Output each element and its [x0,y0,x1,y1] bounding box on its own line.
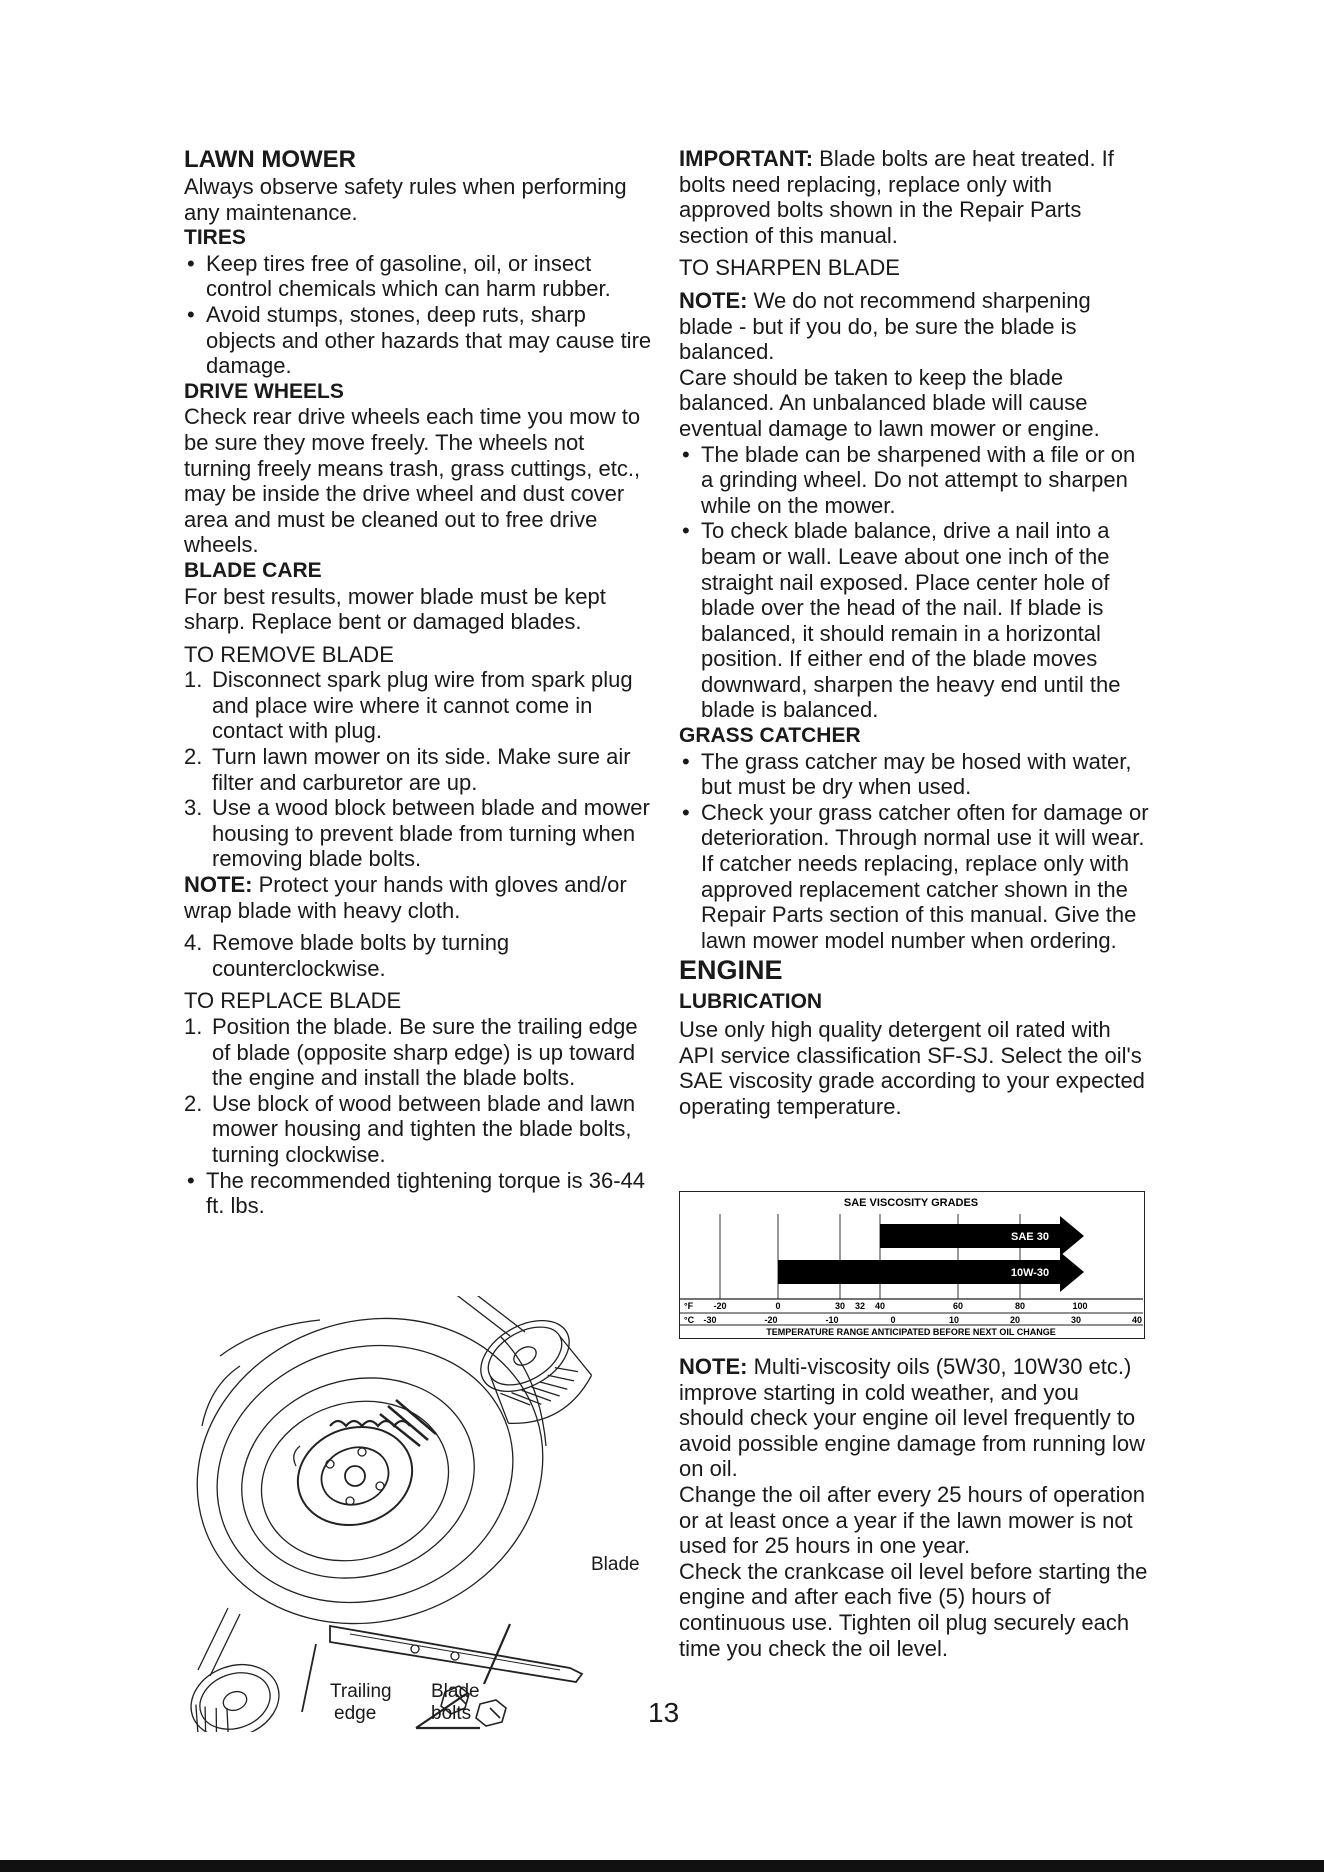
important-note [679,146,1149,248]
list-item: • The recommended tightening torque is 36-44 ft. lbs. [184,1168,654,1219]
list-item: • Keep tires free of gasoline, oil, or insect control chemicals which can harm rubber. [184,251,654,302]
remove-step-4 [184,930,654,981]
list-item [184,1091,654,1168]
lubrication-heading: LUBRICATION [679,990,823,1014]
tires-heading: TIRES [184,226,246,250]
engine-heading: ENGINE [679,955,783,986]
fahrenheit-tick-label: 40 [874,1301,886,1311]
sharpen-note [679,288,1149,365]
left-column [184,146,654,1219]
step-number: 1. [184,1014,203,1039]
step-number: 3. [184,795,203,821]
grass-catcher-list [679,749,1149,954]
list-item: • Avoid stumps, stones, deep ruts, sharp objects and other hazards that may cause tire damage. [184,302,654,379]
list-item [184,744,654,795]
label-trailing-edge-1: Trailing [330,1681,392,1702]
step-text: Position the blade. Be sure the trailing edge of blade (opposite sharp edge) is up toward the engine and install the blade bolts. [212,1014,638,1091]
sharpen-list [679,442,1149,724]
note-label: NOTE: [679,1354,748,1379]
fahrenheit-tick-label: 30 [834,1301,846,1311]
replace-steps [184,1014,654,1168]
note-text: We do not recommend sharpening blade - but if you do, be sure the blade is balanced. [679,287,1091,365]
celsius-tick-label: -20 [764,1315,778,1325]
right-column-lower [679,1354,1149,1661]
drive-wheels-text: Check rear drive wheels each time you mow to be sure they move freely. The wheels not turning freely means trash, grass cuttings, etc., may be inside the drive wheel and dust cover area and must be cleaned out to free drive wheels. [184,404,641,558]
step-number: 2. [184,1090,203,1116]
fahrenheit-tick-label: 60 [952,1301,964,1311]
blade-diagram [180,1296,660,1732]
sharpen-blade-heading: TO SHARPEN BLADE [679,255,900,281]
list-item: • The blade can be sharpened with a file or on a grinding wheel. Do not attempt to sharpen while on the mower. [679,442,1149,519]
list-item [184,930,654,981]
step-text: Turn lawn mower on its side. Make sure air filter and carburetor are up. [212,744,631,795]
lubrication-text: Use only high quality detergent oil rated with API service classification SF-SJ. Select the oil's SAE viscosity grade according to your expected operating temperature. [679,1017,1145,1119]
page-number: 13 [648,1697,680,1728]
celsius-unit: °C [684,1315,695,1325]
list-item: • The grass catcher may be hosed with water, but must be dry when used. [679,749,1149,800]
celsius-tick-label: 30 [1070,1315,1082,1325]
celsius-tick-label: 10 [948,1315,960,1325]
fahrenheit-tick-label: 0 [775,1301,781,1311]
chart-title: SAE VISCOSITY GRADES [843,1197,979,1209]
lawn-mower-heading: LAWN MOWER [184,146,356,173]
celsius-tick-label: -10 [825,1315,839,1325]
lawn-mower-intro: Always observe safety rules when performing any maintenance. [184,174,627,225]
tires-list [184,251,654,379]
remove-note [184,872,654,923]
celsius-tick-label: -30 [703,1315,717,1325]
note-label: NOTE: [679,287,748,313]
step-text: Use a wood block between blade and mower housing to prevent blade from turning when removing blade bolts. [212,795,650,872]
note-text: Multi-viscosity oils (5W30, 10W30 etc.) improve starting in cold weather, and you should check your engine oil level frequently to avoid possible engine damage from running low on oil. [679,1354,1145,1482]
label-trailing-edge-2: edge [334,1703,377,1724]
drive-wheels-heading: DRIVE WHEELS [184,379,344,403]
step-text: Disconnect spark plug wire from spark plug and place wire where it cannot come in contact with plug. [212,667,633,744]
list-item [184,667,654,744]
blade-care-heading: BLADE CARE [184,558,322,582]
celsius-tick-label: 0 [890,1315,896,1325]
oil-check-text: Check the crankcase oil level before starting the engine and after each five (5) hours of continuous use. Tighten oil plug securely each time you check the oil level. [679,1558,1148,1661]
step-text: Use block of wood between blade and lawn mower housing and tighten the blade bolts, turning clockwise. [212,1090,636,1167]
celsius-tick-label: 40 [1131,1315,1143,1325]
list-item [184,1014,654,1091]
step-number: 4. [184,930,203,956]
mower-underside-illustration [180,1296,660,1732]
chart-svg [680,1192,1143,1337]
label-blade-bolts-1: Blade [431,1681,480,1702]
remove-steps [184,667,654,872]
bottom-scan-edge [0,1860,1324,1872]
important-text: Blade bolts are heat treated. If bolts need replacing, replace only with approved bolts shown in the Repair Parts section of this manual. [679,146,1114,248]
right-column [679,146,1149,1119]
fahrenheit-unit: °F [684,1301,694,1311]
grass-catcher-heading: GRASS CATCHER [679,724,861,748]
step-text: Remove blade bolts by turning counterclockwise. [212,930,510,981]
list-item [184,795,654,872]
label-blade-bolts-2: bolts [431,1703,472,1724]
fahrenheit-tick-label: 100 [1072,1301,1088,1311]
sharpen-care-text: Care should be taken to keep the blade balanced. An unbalanced blade will cause eventual damage to lawn mower or engine. [679,364,1100,441]
bar-label: 10W-30 [1010,1267,1050,1279]
step-number: 2. [184,744,203,770]
celsius-tick-label: 20 [1009,1315,1021,1325]
label-blade: Blade [591,1554,640,1575]
viscosity-bar-sae-30 [880,1216,1084,1256]
oil-change-text: Change the oil after every 25 hours of operation or at least once a year if the lawn mower is not used for 25 hours in one year. [679,1481,1145,1559]
replace-blade-heading: TO REPLACE BLADE [184,988,402,1014]
important-label: IMPORTANT: [679,146,814,171]
bar-label: SAE 30 [1011,1231,1049,1243]
list-item: • Check your grass catcher often for damage or deterioration. Through normal use it will wear. If catcher needs replacing, replace only with approved replacement catcher shown in the Repair Parts section of this manual. Give the lawn mower model number when ordering. [679,800,1149,954]
step-number: 1. [184,667,203,693]
chart-xlabel: TEMPERATURE RANGE ANTICIPATED BEFORE NEXT OIL CHANGE [766,1327,1056,1337]
torque-list [184,1168,654,1219]
note-text: Protect your hands with gloves and/or wrap blade with heavy cloth. [184,872,627,923]
sae-viscosity-chart [679,1191,1145,1339]
note-label: NOTE: [184,872,253,898]
blade-care-text: For best results, mower blade must be kept sharp. Replace bent or damaged blades. [184,583,606,635]
fahrenheit-tick-label: 32 [854,1301,866,1311]
remove-blade-heading: TO REMOVE BLADE [184,641,394,667]
oil-note [679,1354,1149,1482]
fahrenheit-tick-label: 80 [1014,1301,1026,1311]
list-item: • To check blade balance, drive a nail into a beam or wall. Leave about one inch of the straight nail exposed. Place center hole of blade over the head of the nail. If blade is balanced, it should remain in a horizontal position. If either end of the blade moves downward, sharpen the heavy end until the blade is balanced. [679,518,1149,723]
fahrenheit-tick-label: -20 [713,1301,727,1311]
